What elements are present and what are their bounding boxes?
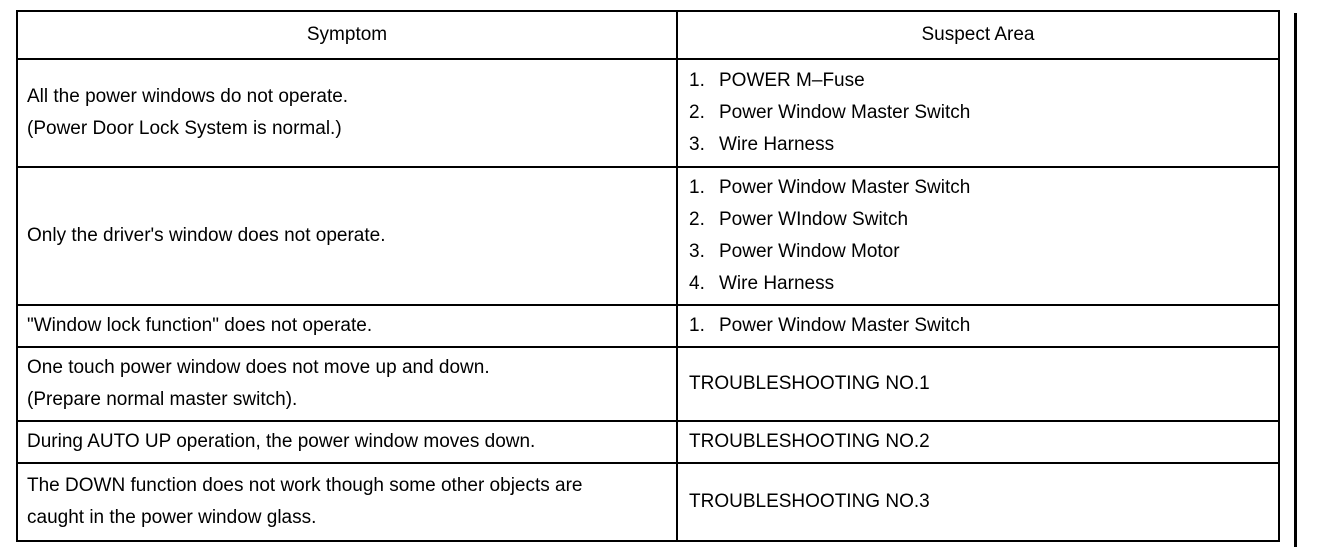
suspect-item-number: 2. <box>689 102 705 123</box>
symptom-cell <box>17 347 677 421</box>
symptom-text: One touch power window does not move up and down. <box>27 357 490 378</box>
table-row <box>17 347 1279 421</box>
suspect-item <box>689 129 1269 161</box>
suspect-item <box>689 426 1269 458</box>
symptom-table <box>16 10 1280 542</box>
suspect-item-text: TROUBLESHOOTING NO.2 <box>689 431 930 452</box>
suspect-area-cell <box>677 421 1279 463</box>
symptom-text: (Prepare normal master switch). <box>27 389 298 410</box>
suspect-item <box>689 486 1269 518</box>
symptom-text: caught in the power window glass. <box>27 507 317 528</box>
troubleshooting-sheet <box>16 10 1278 542</box>
symptom-cell <box>17 463 677 541</box>
table-row <box>17 59 1279 167</box>
table-row <box>17 421 1279 463</box>
suspect-item-text: POWER M–Fuse <box>719 70 865 91</box>
suspect-item <box>689 268 1269 300</box>
suspect-item-number: 1. <box>689 315 705 336</box>
page-edge-line <box>1294 13 1297 547</box>
suspect-item <box>689 236 1269 268</box>
suspect-item-text: Wire Harness <box>719 134 835 155</box>
suspect-item-text: Power Window Master Switch <box>719 177 971 198</box>
suspect-item <box>689 97 1269 129</box>
suspect-item <box>689 65 1269 97</box>
symptom-text: (Power Door Lock System is normal.) <box>27 118 342 139</box>
suspect-area-cell <box>677 347 1279 421</box>
symptom-text: "Window lock function" does not operate. <box>27 315 373 336</box>
symptom-cell <box>17 421 677 463</box>
symptom-cell <box>17 59 677 167</box>
suspect-item-text: TROUBLESHOOTING NO.1 <box>689 373 930 394</box>
suspect-item-number: 4. <box>689 273 705 294</box>
suspect-item-number: 1. <box>689 177 705 198</box>
suspect-item-text: Power WIndow Switch <box>719 209 909 230</box>
suspect-area-cell <box>677 59 1279 167</box>
suspect-item <box>689 204 1269 236</box>
suspect-area-column-header: Suspect Area <box>677 11 1279 59</box>
symptom-text: Only the driver's window does not operate. <box>27 225 386 246</box>
suspect-item-text: Power Window Motor <box>719 241 900 262</box>
symptom-column-header: Symptom <box>17 11 677 59</box>
suspect-item-text: Power Window Master Switch <box>719 102 971 123</box>
suspect-area-cell <box>677 463 1279 541</box>
suspect-item-text: TROUBLESHOOTING NO.3 <box>689 491 930 512</box>
table-row <box>17 305 1279 347</box>
suspect-area-cell <box>677 305 1279 347</box>
table-body <box>17 59 1279 541</box>
symptom-cell <box>17 167 677 305</box>
suspect-item-text: Wire Harness <box>719 273 835 294</box>
suspect-area-cell <box>677 167 1279 305</box>
table-row <box>17 463 1279 541</box>
symptom-cell <box>17 305 677 347</box>
suspect-item-number: 3. <box>689 241 705 262</box>
suspect-item-number: 2. <box>689 209 705 230</box>
suspect-item-number: 1. <box>689 70 705 91</box>
table-header-row <box>17 11 1279 59</box>
suspect-item <box>689 172 1269 204</box>
suspect-item-number: 3. <box>689 134 705 155</box>
symptom-text: The DOWN function does not work though some other objects are <box>27 475 583 496</box>
suspect-item-text: Power Window Master Switch <box>719 315 971 336</box>
suspect-item <box>689 310 1269 342</box>
symptom-text: During AUTO UP operation, the power window moves down. <box>27 431 536 452</box>
suspect-item <box>689 368 1269 400</box>
symptom-text: All the power windows do not operate. <box>27 86 349 107</box>
table-row <box>17 167 1279 305</box>
